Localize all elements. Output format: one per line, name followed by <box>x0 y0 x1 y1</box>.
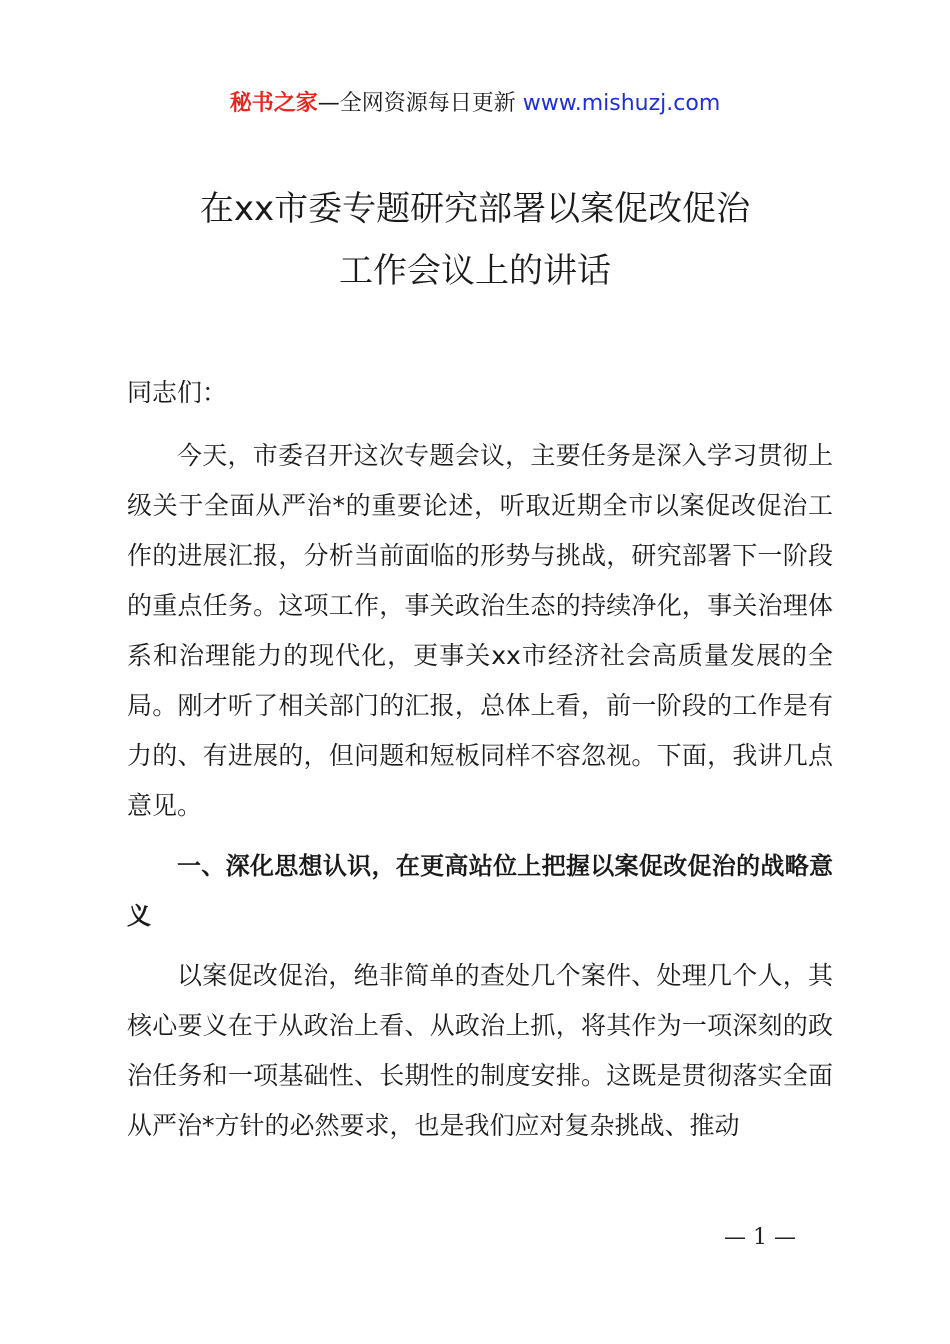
paragraph-section-1: 以案促改促治，绝非简单的查处几个案件、处理几个人，其核心要义在于从政治上看、从政治上抓，将其作为一项深刻的政治任务和一项基础性、长期性的制度安排。这既是贯彻落实全面从严治*方针的必然要求，也是我们应对复杂挑战、推动 <box>127 961 833 1140</box>
title-line-1: 在xx市委专题研究部署以案促改促治 <box>199 189 751 229</box>
document-title <box>100 178 850 302</box>
salutation: 同志们： <box>127 378 228 407</box>
title-line-2: 工作会议上的讲话 <box>339 251 611 291</box>
site-tagline: —全网资源每日更新 <box>317 91 523 116</box>
page-number: — 1 — <box>724 1225 796 1250</box>
site-url-link[interactable]: www.mishuzj.com <box>522 91 721 116</box>
site-brand: 秘书之家 <box>229 91 318 116</box>
section-heading-1: 一、深化思想认识，在更高站位上把握以案促改促治的战略意义 <box>127 852 833 930</box>
site-header <box>0 86 950 122</box>
paragraph-intro: 今天，市委召开这次专题会议，主要任务是深入学习贯彻上级关于全面从严治*的重要论述，听取近期全市以案促改促治工作的进展汇报，分析当前面临的形势与挑战，研究部署下一阶段的重点任务。这项工作，事关政治生态的持续净化，事关治理体系和治理能力的现代化，更事关xx市经济社会高质量发展的全局。刚才听了相关部门的汇报，总体上看，前一阶段的工作是有力的、有进展的，但问题和短板同样不容忽视。下面，我讲几点意见。 <box>127 441 833 820</box>
